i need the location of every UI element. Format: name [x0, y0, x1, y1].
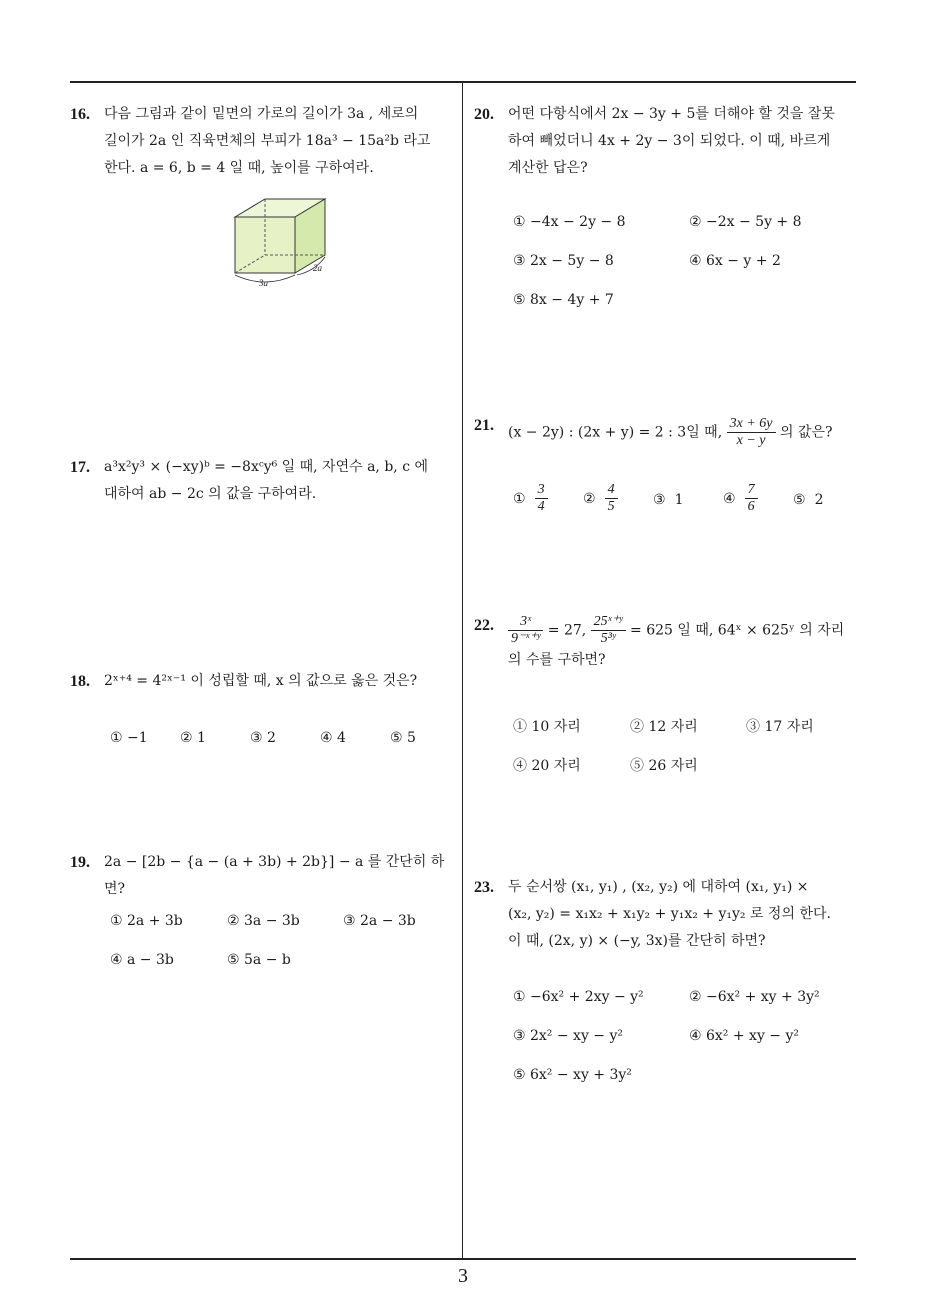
- fraction: [727, 416, 776, 449]
- question-number: 18.: [70, 673, 90, 690]
- question-text-line: 두 순서쌍 (x₁, y₁) , (x₂, y₂) 에 대하여 (x₁, y₁) ×: [508, 879, 809, 895]
- question-text-line: 2ˣ⁺⁴ = 4²ˣ⁻¹ 이 성립할 때, x 의 값으로 옳은 것은?: [104, 673, 418, 689]
- choice-3[interactable]: ③ 2: [250, 730, 276, 746]
- choice-3[interactable]: ③ 2a − 3b: [343, 913, 416, 929]
- choice-2[interactable]: ② $\frac{4}{5}$: [583, 482, 618, 515]
- cuboid-figure: [225, 193, 355, 293]
- question-text-line: (x₂, y₂) = x₁x₂ + x₁y₂ + y₁x₂ + y₁y₂ 로 정의 한다.: [508, 906, 831, 922]
- top-rule: [70, 81, 856, 83]
- question-text-line: 하여 빼었더니 4x + 2y − 3이 되었다. 이 때, 바르게: [508, 133, 831, 149]
- bottom-rule: [70, 1258, 856, 1260]
- column-divider: [462, 82, 463, 1260]
- choice-4[interactable]: ④ 6x² + xy − y²: [689, 1028, 800, 1044]
- question-text-line: 한다. a = 6, b = 4 일 때, 높이를 구하여라.: [104, 160, 374, 176]
- question-number: 17.: [70, 459, 90, 476]
- question-text-line: 대하여 ab − 2c 의 값을 구하여라.: [104, 486, 317, 502]
- question-text: = 625 일 때, 64ˣ × 625ʸ 의 자리: [630, 622, 845, 639]
- choice-4[interactable]: ④ 20 자리: [513, 758, 581, 774]
- choice-5[interactable]: ⑤ 8x − 4y + 7: [513, 292, 614, 308]
- choice-5[interactable]: ⑤ 26 자리: [630, 758, 698, 774]
- question-22: [474, 612, 868, 674]
- question-text-line: 이 때, (2x, y) × (−y, 3x)를 간단히 하면?: [508, 933, 766, 949]
- question-text: 의 값은?: [779, 424, 833, 441]
- question-16: [70, 101, 456, 182]
- question-number: 19.: [70, 854, 90, 871]
- question-number: 16.: [70, 106, 90, 123]
- question-17: [70, 454, 456, 508]
- question-text-line: 2a − [2b − {a − (a + 3b) + 2b}] − a 를 간단히 하면?: [104, 854, 445, 897]
- question-number: 20.: [474, 106, 494, 123]
- choice-4[interactable]: ④ $\frac{7}{6}$: [723, 482, 758, 515]
- question-text: = 27,: [547, 622, 587, 639]
- choice-4[interactable]: ④ 6x − y + 2: [689, 253, 781, 269]
- choice-1[interactable]: ① −6x² + 2xy − y²: [513, 989, 644, 1005]
- choice-3[interactable]: ③ 2x − 5y − 8: [513, 253, 614, 269]
- choice-1[interactable]: ① −1: [110, 730, 148, 746]
- choice-2[interactable]: ② 12 자리: [630, 719, 698, 735]
- fraction-denominator: x − y: [736, 433, 766, 448]
- choice-1[interactable]: ① $\frac{3}{4}$: [513, 482, 548, 515]
- choice-2[interactable]: ② −2x − 5y + 8: [689, 214, 802, 230]
- choice-5[interactable]: ⑤ 6x² − xy + 3y²: [513, 1067, 632, 1083]
- label-3a: 3a: [259, 278, 268, 288]
- choice-4[interactable]: ④ a − 3b: [110, 952, 174, 968]
- question-number: 23.: [474, 879, 494, 896]
- choice-2[interactable]: ② −6x² + xy + 3y²: [689, 989, 820, 1005]
- choice-5[interactable]: ⑤ 5a − b: [227, 952, 291, 968]
- choice-5[interactable]: ⑤ 5: [390, 730, 416, 746]
- question-number: 21.: [474, 417, 494, 434]
- question-text-line: 길이가 2a 인 직육면체의 부피가 18a³ − 15a²b 라고: [104, 133, 431, 149]
- question-text-line: a³x²y³ × (−xy)ᵇ = −8xᶜy⁶ 일 때, 자연수 a, b, c 에: [104, 459, 429, 475]
- question-text-line: 계산한 답은?: [508, 160, 588, 176]
- question-20: [474, 101, 860, 182]
- question-21: [474, 412, 868, 449]
- question-number: 22.: [474, 617, 494, 634]
- choice-3[interactable]: ③ 2x² − xy − y²: [513, 1028, 624, 1044]
- fraction-numerator: 3x + 6y: [727, 416, 776, 433]
- choice-2[interactable]: ② 3a − 3b: [227, 913, 300, 929]
- choice-1[interactable]: ① 10 자리: [513, 719, 581, 735]
- choice-3[interactable]: ③ 17 자리: [746, 719, 814, 735]
- fraction: $\frac{\text{25ˣ⁺ʸ}}{\text{5³ʸ}}$: [591, 614, 626, 647]
- choice-2[interactable]: ② 1: [180, 730, 206, 746]
- choice-1[interactable]: ① −4x − 2y − 8: [513, 214, 626, 230]
- question-text-line: 다음 그림과 같이 밑면의 가로의 길이가 3a , 세로의: [104, 106, 419, 122]
- fraction: $\frac{\text{3ˣ}}{\text{9⁻ˣ⁺ʸ}}$: [508, 614, 543, 647]
- question-23: [474, 874, 864, 955]
- question-19: [70, 849, 456, 903]
- page-number: 3: [458, 1265, 468, 1287]
- question-text-line: 의 수를 구하면?: [508, 652, 606, 668]
- choice-1[interactable]: ① 2a + 3b: [110, 913, 183, 929]
- question-18: [70, 668, 456, 695]
- question-text: (x − 2y) : (2x + y) = 2 : 3일 때,: [508, 424, 723, 441]
- choice-5[interactable]: ⑤ 2: [793, 492, 824, 508]
- label-2a: 2a: [313, 263, 322, 273]
- question-text-line: 어떤 다항식에서 2x − 3y + 5를 더해야 할 것을 잘못: [508, 106, 835, 122]
- choice-3[interactable]: ③ 1: [653, 492, 684, 508]
- choice-4[interactable]: ④ 4: [320, 730, 346, 746]
